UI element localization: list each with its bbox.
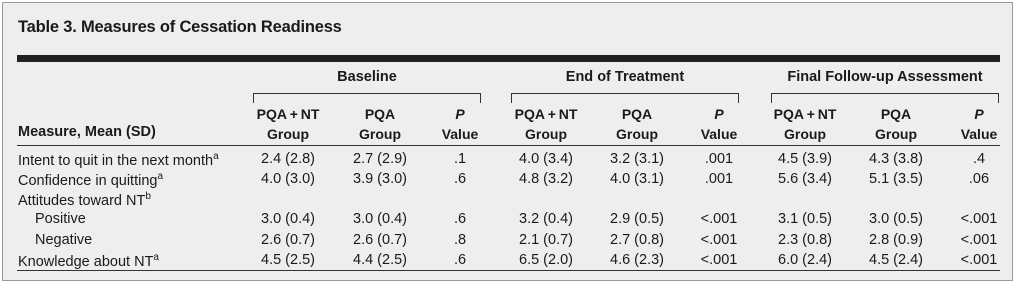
group-header-baseline: Baseline bbox=[337, 69, 397, 85]
table-cell: 4.4 (2.5) bbox=[353, 252, 407, 268]
column-header-line2: Value bbox=[441, 126, 479, 142]
column-header-line2: Value bbox=[960, 126, 998, 142]
footnote-marker: b bbox=[145, 191, 151, 202]
top-rule bbox=[17, 55, 1000, 62]
table-cell: 3.0 (0.4) bbox=[261, 211, 315, 227]
table-cell: 5.1 (3.5) bbox=[869, 171, 923, 187]
column-header bbox=[430, 104, 490, 144]
table-cell: <.001 bbox=[700, 232, 738, 248]
column-header-line2: Value bbox=[700, 126, 738, 142]
table-cell: 2.3 (0.8) bbox=[778, 232, 832, 248]
column-header bbox=[851, 104, 941, 144]
table-cell: .001 bbox=[704, 151, 734, 167]
row-label-text: Confidence in quitting bbox=[18, 173, 158, 189]
table-cell: 2.9 (0.5) bbox=[610, 211, 664, 227]
column-header-line2: Group bbox=[784, 126, 826, 142]
column-header bbox=[592, 104, 682, 144]
table-row bbox=[3, 171, 1012, 191]
table-cell: 2.6 (0.7) bbox=[261, 232, 315, 248]
column-header bbox=[684, 104, 754, 144]
table-cell: <.001 bbox=[960, 211, 998, 227]
column-header-line1: PQA bbox=[621, 106, 653, 122]
column-header-line1: PQA + NT bbox=[773, 106, 837, 122]
row-label-text: Negative bbox=[35, 232, 93, 248]
table-row bbox=[3, 151, 1012, 171]
table-cell: 5.6 (3.4) bbox=[778, 171, 832, 187]
column-header bbox=[501, 104, 591, 144]
table-frame bbox=[2, 2, 1013, 281]
column-header-line1: PQA + NT bbox=[256, 106, 320, 122]
footnote-marker: a bbox=[213, 151, 219, 162]
column-header-line2: Group bbox=[359, 126, 401, 142]
table-cell: .1 bbox=[453, 151, 467, 167]
table-cell: 2.8 (0.9) bbox=[869, 232, 923, 248]
row-label bbox=[35, 211, 86, 227]
table-cell: 6.0 (2.4) bbox=[778, 252, 832, 268]
table-cell: 3.2 (0.4) bbox=[519, 211, 573, 227]
table-cell: 4.3 (3.8) bbox=[869, 151, 923, 167]
table-title: Table 3. Measures of Cessation Readiness bbox=[18, 18, 342, 36]
table-cell: 3.0 (0.4) bbox=[353, 211, 407, 227]
row-label bbox=[18, 252, 159, 270]
table-cell: 4.5 (2.5) bbox=[261, 252, 315, 268]
table-cell: .4 bbox=[972, 151, 986, 167]
footnote-marker: a bbox=[157, 171, 164, 182]
table-cell: 3.0 (0.5) bbox=[869, 211, 923, 227]
table-cell: <.001 bbox=[960, 252, 998, 268]
group-header-final-follow-up: Final Follow-up Assessment bbox=[787, 69, 983, 85]
table-row bbox=[3, 232, 1012, 252]
table-cell: 2.7 (2.9) bbox=[353, 151, 407, 167]
column-header-line1: P bbox=[974, 106, 984, 122]
table-row bbox=[3, 191, 1012, 211]
table-cell: <.001 bbox=[700, 252, 738, 268]
column-header-line1: P bbox=[714, 106, 724, 122]
table-body-area bbox=[3, 43, 1012, 280]
table-cell: <.001 bbox=[960, 232, 998, 248]
table-cell: 2.4 (2.8) bbox=[261, 151, 315, 167]
table-cell: 4.6 (2.3) bbox=[610, 252, 664, 268]
table-cell: 2.6 (0.7) bbox=[353, 232, 407, 248]
table-cell: 4.8 (3.2) bbox=[519, 171, 573, 187]
row-label bbox=[18, 191, 151, 209]
row-label bbox=[18, 151, 219, 169]
row-label-text: Knowledge about NT bbox=[18, 254, 154, 270]
table-cell: 4.5 (2.4) bbox=[869, 252, 923, 268]
row-label-text: Attitudes toward NT bbox=[18, 193, 146, 209]
column-header-line2: Group bbox=[616, 126, 658, 142]
table-cell: .6 bbox=[453, 171, 467, 187]
column-header bbox=[243, 104, 333, 144]
column-header-line2: Group bbox=[525, 126, 567, 142]
table-cell: 3.9 (3.0) bbox=[353, 171, 407, 187]
table-cell: .06 bbox=[968, 171, 990, 187]
column-header bbox=[760, 104, 850, 144]
table-cell: 3.2 (3.1) bbox=[610, 151, 664, 167]
table-cell: .6 bbox=[453, 211, 467, 227]
group-bracket-final-follow-up bbox=[771, 93, 999, 103]
row-label bbox=[35, 232, 92, 248]
table-cell: 4.0 (3.1) bbox=[610, 171, 664, 187]
table-cell: .001 bbox=[704, 171, 734, 187]
table-cell: .8 bbox=[453, 232, 467, 248]
column-header-line1: PQA bbox=[364, 106, 396, 122]
table-cell: 2.7 (0.8) bbox=[610, 232, 664, 248]
table-cell: 4.0 (3.4) bbox=[519, 151, 573, 167]
measure-column-header: Measure, Mean (SD) bbox=[18, 124, 156, 140]
column-header-line1: PQA + NT bbox=[514, 106, 578, 122]
column-header-line1: P bbox=[455, 106, 465, 122]
table-cell: 3.1 (0.5) bbox=[778, 211, 832, 227]
table-cell: <.001 bbox=[700, 211, 738, 227]
table-cell: .6 bbox=[453, 252, 467, 268]
table-row bbox=[3, 211, 1012, 231]
row-label-text: Intent to quit in the next month bbox=[18, 153, 214, 169]
table-cell: 4.0 (3.0) bbox=[261, 171, 315, 187]
table-cell: 6.5 (2.0) bbox=[519, 252, 573, 268]
table-row bbox=[3, 252, 1012, 272]
footnote-marker: a bbox=[153, 252, 159, 263]
row-label-text: Positive bbox=[35, 211, 86, 227]
group-header-end-of-treatment: End of Treatment bbox=[565, 69, 685, 85]
column-header-line1: PQA bbox=[880, 106, 912, 122]
column-header-line2: Group bbox=[267, 126, 309, 142]
column-header bbox=[944, 104, 1014, 144]
title-band bbox=[3, 3, 1012, 43]
row-label bbox=[18, 171, 163, 189]
column-header-line2: Group bbox=[875, 126, 917, 142]
column-header bbox=[335, 104, 425, 144]
group-bracket-baseline bbox=[253, 93, 481, 103]
table-cell: 2.1 (0.7) bbox=[519, 232, 573, 248]
group-bracket-end-of-treatment bbox=[511, 93, 739, 103]
header-rule bbox=[17, 145, 1000, 146]
table-cell: 4.5 (3.9) bbox=[778, 151, 832, 167]
